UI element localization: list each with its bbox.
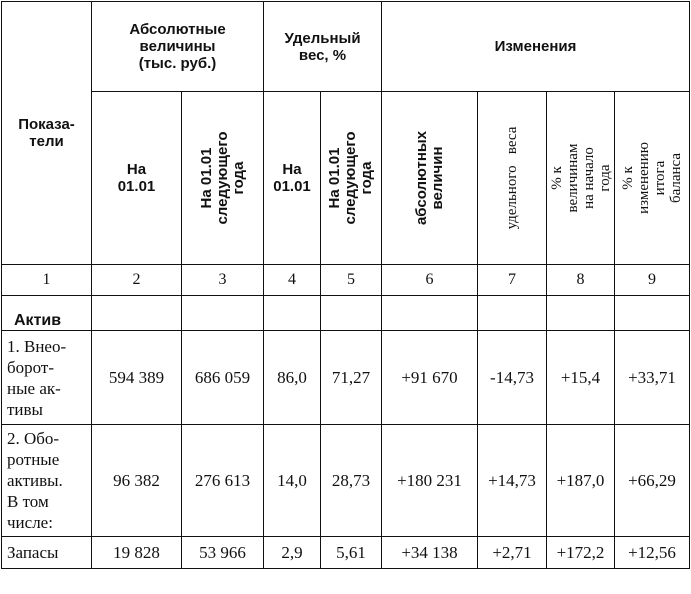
table-cell: 96 382 [92, 425, 182, 537]
header-specific-weight-text: Удельный вес, % [284, 29, 361, 64]
header-absolute-values-text: Абсолютные величины (тыс. руб.) [129, 21, 226, 72]
table-cell: +180 231 [382, 425, 478, 537]
header-col-6-text: абсолютных величин [412, 130, 446, 226]
row-label: Запасы [2, 537, 92, 569]
column-number: 1 [2, 265, 92, 296]
table-cell: +12,56 [615, 537, 690, 569]
header-col-2-text: На 01.01 [117, 161, 156, 195]
table-cell: 19 828 [92, 537, 182, 569]
header-absolute-values [92, 2, 264, 92]
header-indicators [2, 2, 92, 265]
table-cell: 86,0 [264, 331, 321, 425]
header-col-8 [547, 92, 615, 265]
table-cell: +2,71 [478, 537, 547, 569]
header-col-5 [321, 92, 382, 265]
column-number: 5 [321, 265, 382, 296]
header-changes-text: Изменения [494, 38, 577, 55]
table-cell: +66,29 [615, 425, 690, 537]
header-col-3 [182, 92, 264, 265]
column-number: 7 [478, 265, 547, 296]
table-cell: +34 138 [382, 537, 478, 569]
column-numbers-row [2, 265, 690, 296]
header-indicators-text: Показа- тели [18, 116, 75, 150]
table-cell: 14,0 [264, 425, 321, 537]
table-cell: 2,9 [264, 537, 321, 569]
table-cell: -14,73 [478, 331, 547, 425]
table-cell: 28,73 [321, 425, 382, 537]
column-number: 3 [182, 265, 264, 296]
header-col-9 [615, 92, 690, 265]
table-row [2, 425, 690, 537]
section-row [2, 296, 690, 331]
table-row [2, 537, 690, 569]
header-col-6 [382, 92, 478, 265]
table-cell: +15,4 [547, 331, 615, 425]
table-cell: 594 389 [92, 331, 182, 425]
table-cell: 53 966 [182, 537, 264, 569]
header-col-7 [478, 92, 547, 265]
header-col-5-text: На 01.01 следующего года [326, 131, 376, 225]
header-col-7-text: удельного веса [504, 126, 521, 230]
table-cell: 5,61 [321, 537, 382, 569]
balance-analysis-table [1, 1, 690, 569]
table-cell: +14,73 [478, 425, 547, 537]
header-col-4-text: На 01.01 [273, 161, 311, 195]
header-changes [382, 2, 690, 92]
header-col-2 [92, 92, 182, 265]
row-label: 1. Внео- борот- ные ак- тивы [2, 331, 92, 425]
table-row [2, 331, 690, 425]
header-col-3-text: На 01.01 следующего года [197, 131, 247, 225]
table-cell: 686 059 [182, 331, 264, 425]
table-cell: +172,2 [547, 537, 615, 569]
column-number: 4 [264, 265, 321, 296]
table-cell: +33,71 [615, 331, 690, 425]
row-label: 2. Обо- ротные активы. В том числе: [2, 425, 92, 537]
column-number: 8 [547, 265, 615, 296]
section-title: Актив [2, 296, 92, 331]
column-number: 2 [92, 265, 182, 296]
header-col-4 [264, 92, 321, 265]
header-col-8-text: % к величинам на начало года [548, 143, 613, 213]
header-specific-weight [264, 2, 382, 92]
column-number: 6 [382, 265, 478, 296]
table-cell: +187,0 [547, 425, 615, 537]
table-cell: 276 613 [182, 425, 264, 537]
table-cell: +91 670 [382, 331, 478, 425]
column-number: 9 [615, 265, 690, 296]
table-cell: 71,27 [321, 331, 382, 425]
header-col-9-text: % к изменению итога баланса [620, 142, 685, 214]
